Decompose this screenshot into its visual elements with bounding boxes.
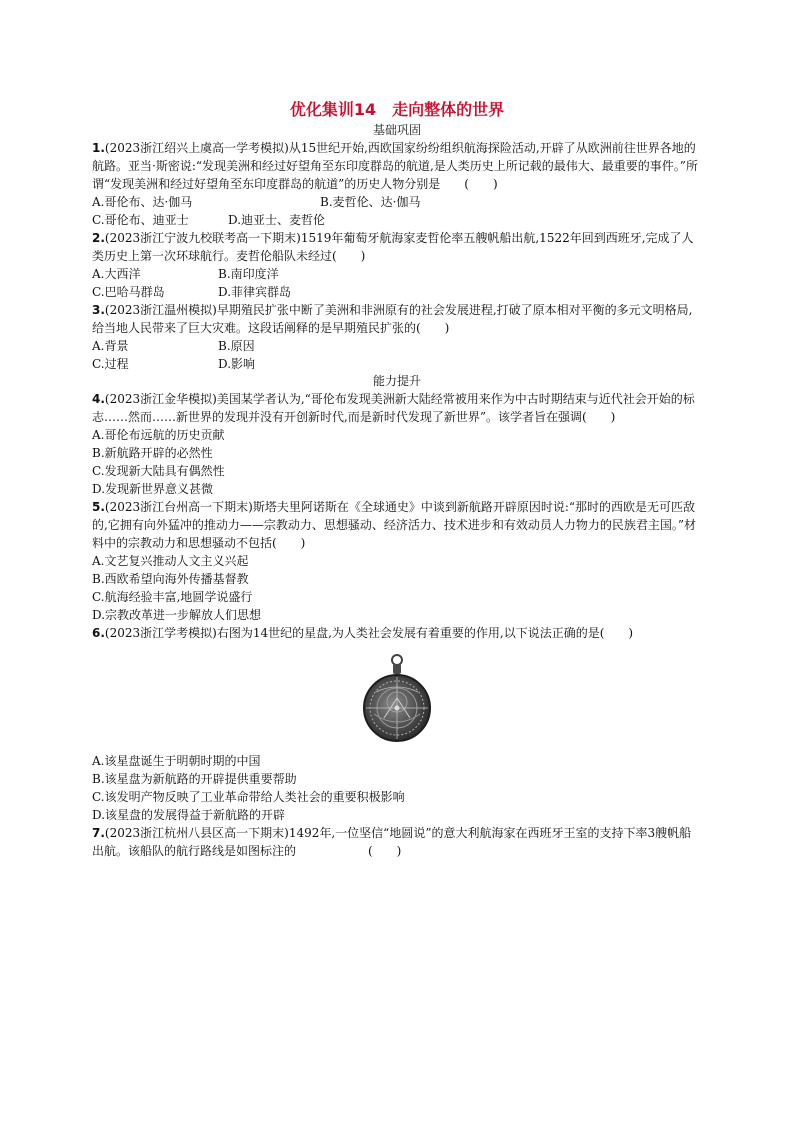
option-a[interactable]: A.背景 [92, 339, 129, 353]
options-q3 [92, 337, 702, 373]
option-a[interactable]: A.哥伦布远航的历史贡献 [92, 428, 225, 442]
option-b[interactable]: B.新航路开辟的必然性 [92, 446, 213, 460]
question-stem: (2023浙江宁波九校联考高一下期末)1519年葡萄牙航海家麦哲伦率五艘帆船出航,1522年回到西班牙,完成了人类历史上第一次环球航行。麦哲伦船队未经过( ) [92, 231, 694, 263]
option-b[interactable]: B.该星盘为新航路的开辟提供重要帮助 [92, 772, 297, 786]
options-q1 [92, 193, 702, 211]
option-b[interactable]: B.南印度洋 [218, 267, 279, 281]
question-stem: (2023浙江杭州八县区高一下期末)1492年,一位坚信“地圆说”的意大利航海家在西班牙王室的支持下率3艘帆船出航。该船队的航行路线是如图标注的 ( ) [92, 826, 692, 858]
question-stem: (2023浙江绍兴上虞高一学考模拟)从15世纪开始,西欧国家纷纷组织航海探险活动,开辟了从欧洲前往世界各地的航路。亚当·斯密说:“发现美洲和经过好望角至东印度群岛的航道,是人类历史上所记载的最伟大、最重要的事件。”所谓“发现美洲和经过好望角至东印度群岛的航道”的历史人物分别是 ( ) [92, 141, 698, 191]
astrolabe-icon [362, 652, 432, 746]
option-b[interactable]: B.原因 [218, 339, 255, 353]
question-stem: (2023浙江温州模拟)早期殖民扩张中断了美洲和非洲原有的社会发展进程,打破了原本相对平衡的多元文明格局,给当地人民带来了巨大灾难。这段话阐释的是早期殖民扩张的( ) [92, 303, 693, 335]
question-2 [92, 229, 702, 265]
option-d[interactable]: D.该星盘的发展得益于新航路的开辟 [92, 808, 286, 822]
options-q5 [92, 552, 702, 624]
section-heading-basic: 基础巩固 [372, 123, 421, 137]
page [92, 100, 702, 860]
option-c[interactable]: C.该发明产物反映了工业革命带给人类社会的重要积极影响 [92, 790, 405, 804]
options-q6 [92, 752, 702, 824]
figure-astrolabe [92, 652, 702, 746]
option-d[interactable]: D.宗教改革进一步解放人们思想 [92, 608, 262, 622]
question-number: 4. [92, 392, 105, 406]
question-4 [92, 390, 702, 426]
question-7 [92, 824, 702, 860]
option-b[interactable]: B.西欧希望向海外传播基督教 [92, 572, 249, 586]
question-5 [92, 498, 702, 552]
page-title: 优化集训14 走向整体的世界 [289, 100, 505, 119]
option-d[interactable]: D.菲律宾群岛 [218, 285, 292, 299]
question-number: 5. [92, 500, 105, 514]
option-c[interactable]: C.发现新大陆具有偶然性 [92, 464, 225, 478]
option-c[interactable]: C.哥伦布、迪亚士 [92, 213, 189, 227]
question-6 [92, 624, 702, 642]
question-stem: (2023浙江金华模拟)美国某学者认为,“哥伦布发现美洲新大陆经常被用来作为中古时期结束与近代社会开始的标志……然而……新世界的发现并没有开创新时代,而是新时代发现了新世界”。该学者旨在强调( ) [92, 392, 695, 424]
option-a[interactable]: A.文艺复兴推动人文主义兴起 [92, 554, 249, 568]
option-d[interactable]: D.影响 [218, 357, 256, 371]
option-d[interactable]: D.发现新世界意义甚微 [92, 482, 214, 496]
option-a[interactable]: A.哥伦布、达·伽马 [92, 195, 193, 209]
option-c[interactable]: C.巴哈马群岛 [92, 285, 165, 299]
question-number: 7. [92, 826, 105, 840]
option-d[interactable]: D.迪亚士、麦哲伦 [228, 213, 326, 227]
option-c[interactable]: C.航海经验丰富,地圆学说盛行 [92, 590, 253, 604]
question-number: 3. [92, 303, 105, 317]
options-q1-row2 [92, 211, 702, 229]
option-b[interactable]: B.麦哲伦、达·伽马 [320, 195, 421, 209]
option-a[interactable]: A.该星盘诞生于明朝时期的中国 [92, 754, 261, 768]
question-3 [92, 301, 702, 337]
option-a[interactable]: A.大西洋 [92, 267, 141, 281]
question-number: 2. [92, 231, 105, 245]
question-1 [92, 139, 702, 193]
question-number: 6. [92, 626, 105, 640]
options-q2 [92, 265, 702, 301]
option-c[interactable]: C.过程 [92, 357, 129, 371]
question-stem: (2023浙江台州高一下期末)斯塔夫里阿诺斯在《全球通史》中谈到新航路开辟原因时说:“那时的西欧是无可匹敌的,它拥有向外猛冲的推动力——宗教动力、思想骚动、经济活力、技术进步和有效动员人力物力的民族君主国。”材料中的宗教动力和思想骚动不包括( ) [92, 500, 696, 550]
question-number: 1. [92, 141, 105, 155]
options-q4 [92, 426, 702, 498]
section-heading-advanced: 能力提升 [372, 374, 421, 388]
question-stem: (2023浙江学考模拟)右图为14世纪的星盘,为人类社会发展有着重要的作用,以下说法正确的是( ) [104, 626, 634, 640]
